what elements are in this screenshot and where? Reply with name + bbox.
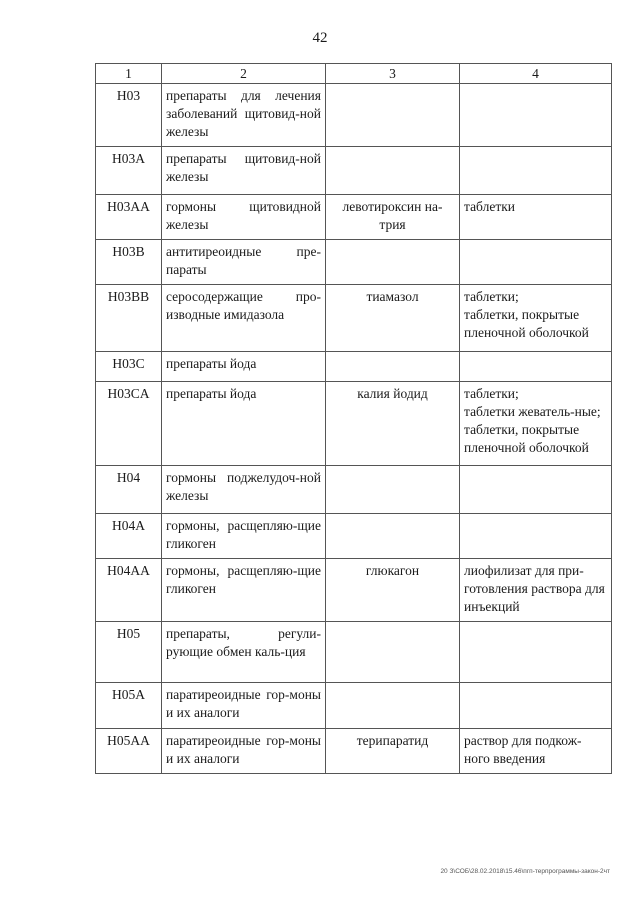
dosage-form-cell <box>460 382 612 466</box>
dosage-form-cell <box>460 729 612 774</box>
anatomical-therapeutic-group-cell: препараты йода <box>162 382 326 466</box>
drug-name-cell <box>326 622 460 683</box>
header-col-2: 2 <box>162 64 326 84</box>
anatomical-therapeutic-group-cell: антитиреоидные пре-параты <box>162 240 326 285</box>
dosage-form-item: таблетки, покрытые пленочной оболочкой <box>464 422 589 455</box>
dosage-form-cell <box>460 285 612 352</box>
anatomical-therapeutic-group-cell: гормоны щитовидной железы <box>162 195 326 240</box>
header-col-1: 1 <box>96 64 162 84</box>
table-row <box>96 195 612 240</box>
atc-code-cell: H05AA <box>96 729 162 774</box>
dosage-form-cell <box>460 683 612 729</box>
dosage-form-item: таблетки <box>464 199 516 214</box>
drug-name-cell: терипаратид <box>326 729 460 774</box>
atc-code-cell: H05A <box>96 683 162 729</box>
dosage-form-cell <box>460 240 612 285</box>
anatomical-therapeutic-group-cell: серосодержащие про-изводные имидазола <box>162 285 326 352</box>
atc-code-cell: H04A <box>96 514 162 559</box>
anatomical-therapeutic-group-cell: препараты йода <box>162 352 326 382</box>
header-col-3: 3 <box>326 64 460 84</box>
atc-code-cell: H03 <box>96 84 162 147</box>
drug-classification-table <box>95 63 612 774</box>
atc-code-cell: H03A <box>96 147 162 195</box>
anatomical-therapeutic-group-cell: препараты, регули-рующие обмен каль-ция <box>162 622 326 683</box>
drug-name-cell: левотироксин на-трия <box>326 195 460 240</box>
table-row <box>96 622 612 683</box>
dosage-form-cell <box>460 84 612 147</box>
table-row <box>96 352 612 382</box>
drug-name-cell: калия йодид <box>326 382 460 466</box>
dosage-form-cell <box>460 147 612 195</box>
dosage-form-item: таблетки жеватель-ные; <box>464 404 601 419</box>
dosage-form-item: таблетки; <box>464 386 519 401</box>
dosage-form-cell <box>460 514 612 559</box>
table-row <box>96 559 612 622</box>
drug-name-cell <box>326 683 460 729</box>
anatomical-therapeutic-group-cell: гормоны, расщепляю-щие гликоген <box>162 559 326 622</box>
atc-code-cell: H03C <box>96 352 162 382</box>
table-row <box>96 729 612 774</box>
table-row <box>96 285 612 352</box>
atc-code-cell: H04AA <box>96 559 162 622</box>
header-col-4: 4 <box>460 64 612 84</box>
drug-name-cell <box>326 352 460 382</box>
dosage-form-item: таблетки, покрытые пленочной оболочкой <box>464 307 589 340</box>
drug-name-cell <box>326 240 460 285</box>
atc-code-cell: H03BB <box>96 285 162 352</box>
dosage-form-item: раствор для подкож-ного введения <box>464 733 582 766</box>
drug-name-cell <box>326 84 460 147</box>
table-row <box>96 240 612 285</box>
header-row <box>96 64 612 84</box>
dosage-form-cell <box>460 622 612 683</box>
anatomical-therapeutic-group-cell: гормоны, расщепляю-щие гликоген <box>162 514 326 559</box>
atc-code-cell: H04 <box>96 466 162 514</box>
dosage-form-cell <box>460 466 612 514</box>
dosage-form-item: таблетки; <box>464 289 519 304</box>
anatomical-therapeutic-group-cell: препараты для лечения заболеваний щитовид-ной железы <box>162 84 326 147</box>
drug-name-cell <box>326 147 460 195</box>
page-number: 42 <box>312 30 328 46</box>
anatomical-therapeutic-group-cell: паратиреоидные гор-моны и их аналоги <box>162 683 326 729</box>
anatomical-therapeutic-group-cell: препараты щитовид-ной железы <box>162 147 326 195</box>
anatomical-therapeutic-group-cell: паратиреоидные гор-моны и их аналоги <box>162 729 326 774</box>
dosage-form-cell <box>460 352 612 382</box>
dosage-form-cell <box>460 559 612 622</box>
atc-code-cell: H03B <box>96 240 162 285</box>
table-row <box>96 683 612 729</box>
drug-name-cell <box>326 466 460 514</box>
table-row <box>96 382 612 466</box>
table-row <box>96 514 612 559</box>
footer-file-path: 20 З\СОБ\28.02.2018\15.46\пгп-терпрограммы-закон-2чт <box>440 868 610 875</box>
atc-code-cell: H03CA <box>96 382 162 466</box>
drug-name-cell: тиамазол <box>326 285 460 352</box>
atc-code-cell: H05 <box>96 622 162 683</box>
table-body <box>96 84 612 774</box>
drug-name-cell <box>326 514 460 559</box>
anatomical-therapeutic-group-cell: гормоны поджелудоч-ной железы <box>162 466 326 514</box>
dosage-form-cell <box>460 195 612 240</box>
table-row <box>96 84 612 147</box>
table-row <box>96 147 612 195</box>
dosage-form-item: лиофилизат для при-готовления раствора для инъекций <box>464 563 605 614</box>
drug-name-cell: глюкагон <box>326 559 460 622</box>
atc-code-cell: H03AA <box>96 195 162 240</box>
table-row <box>96 466 612 514</box>
